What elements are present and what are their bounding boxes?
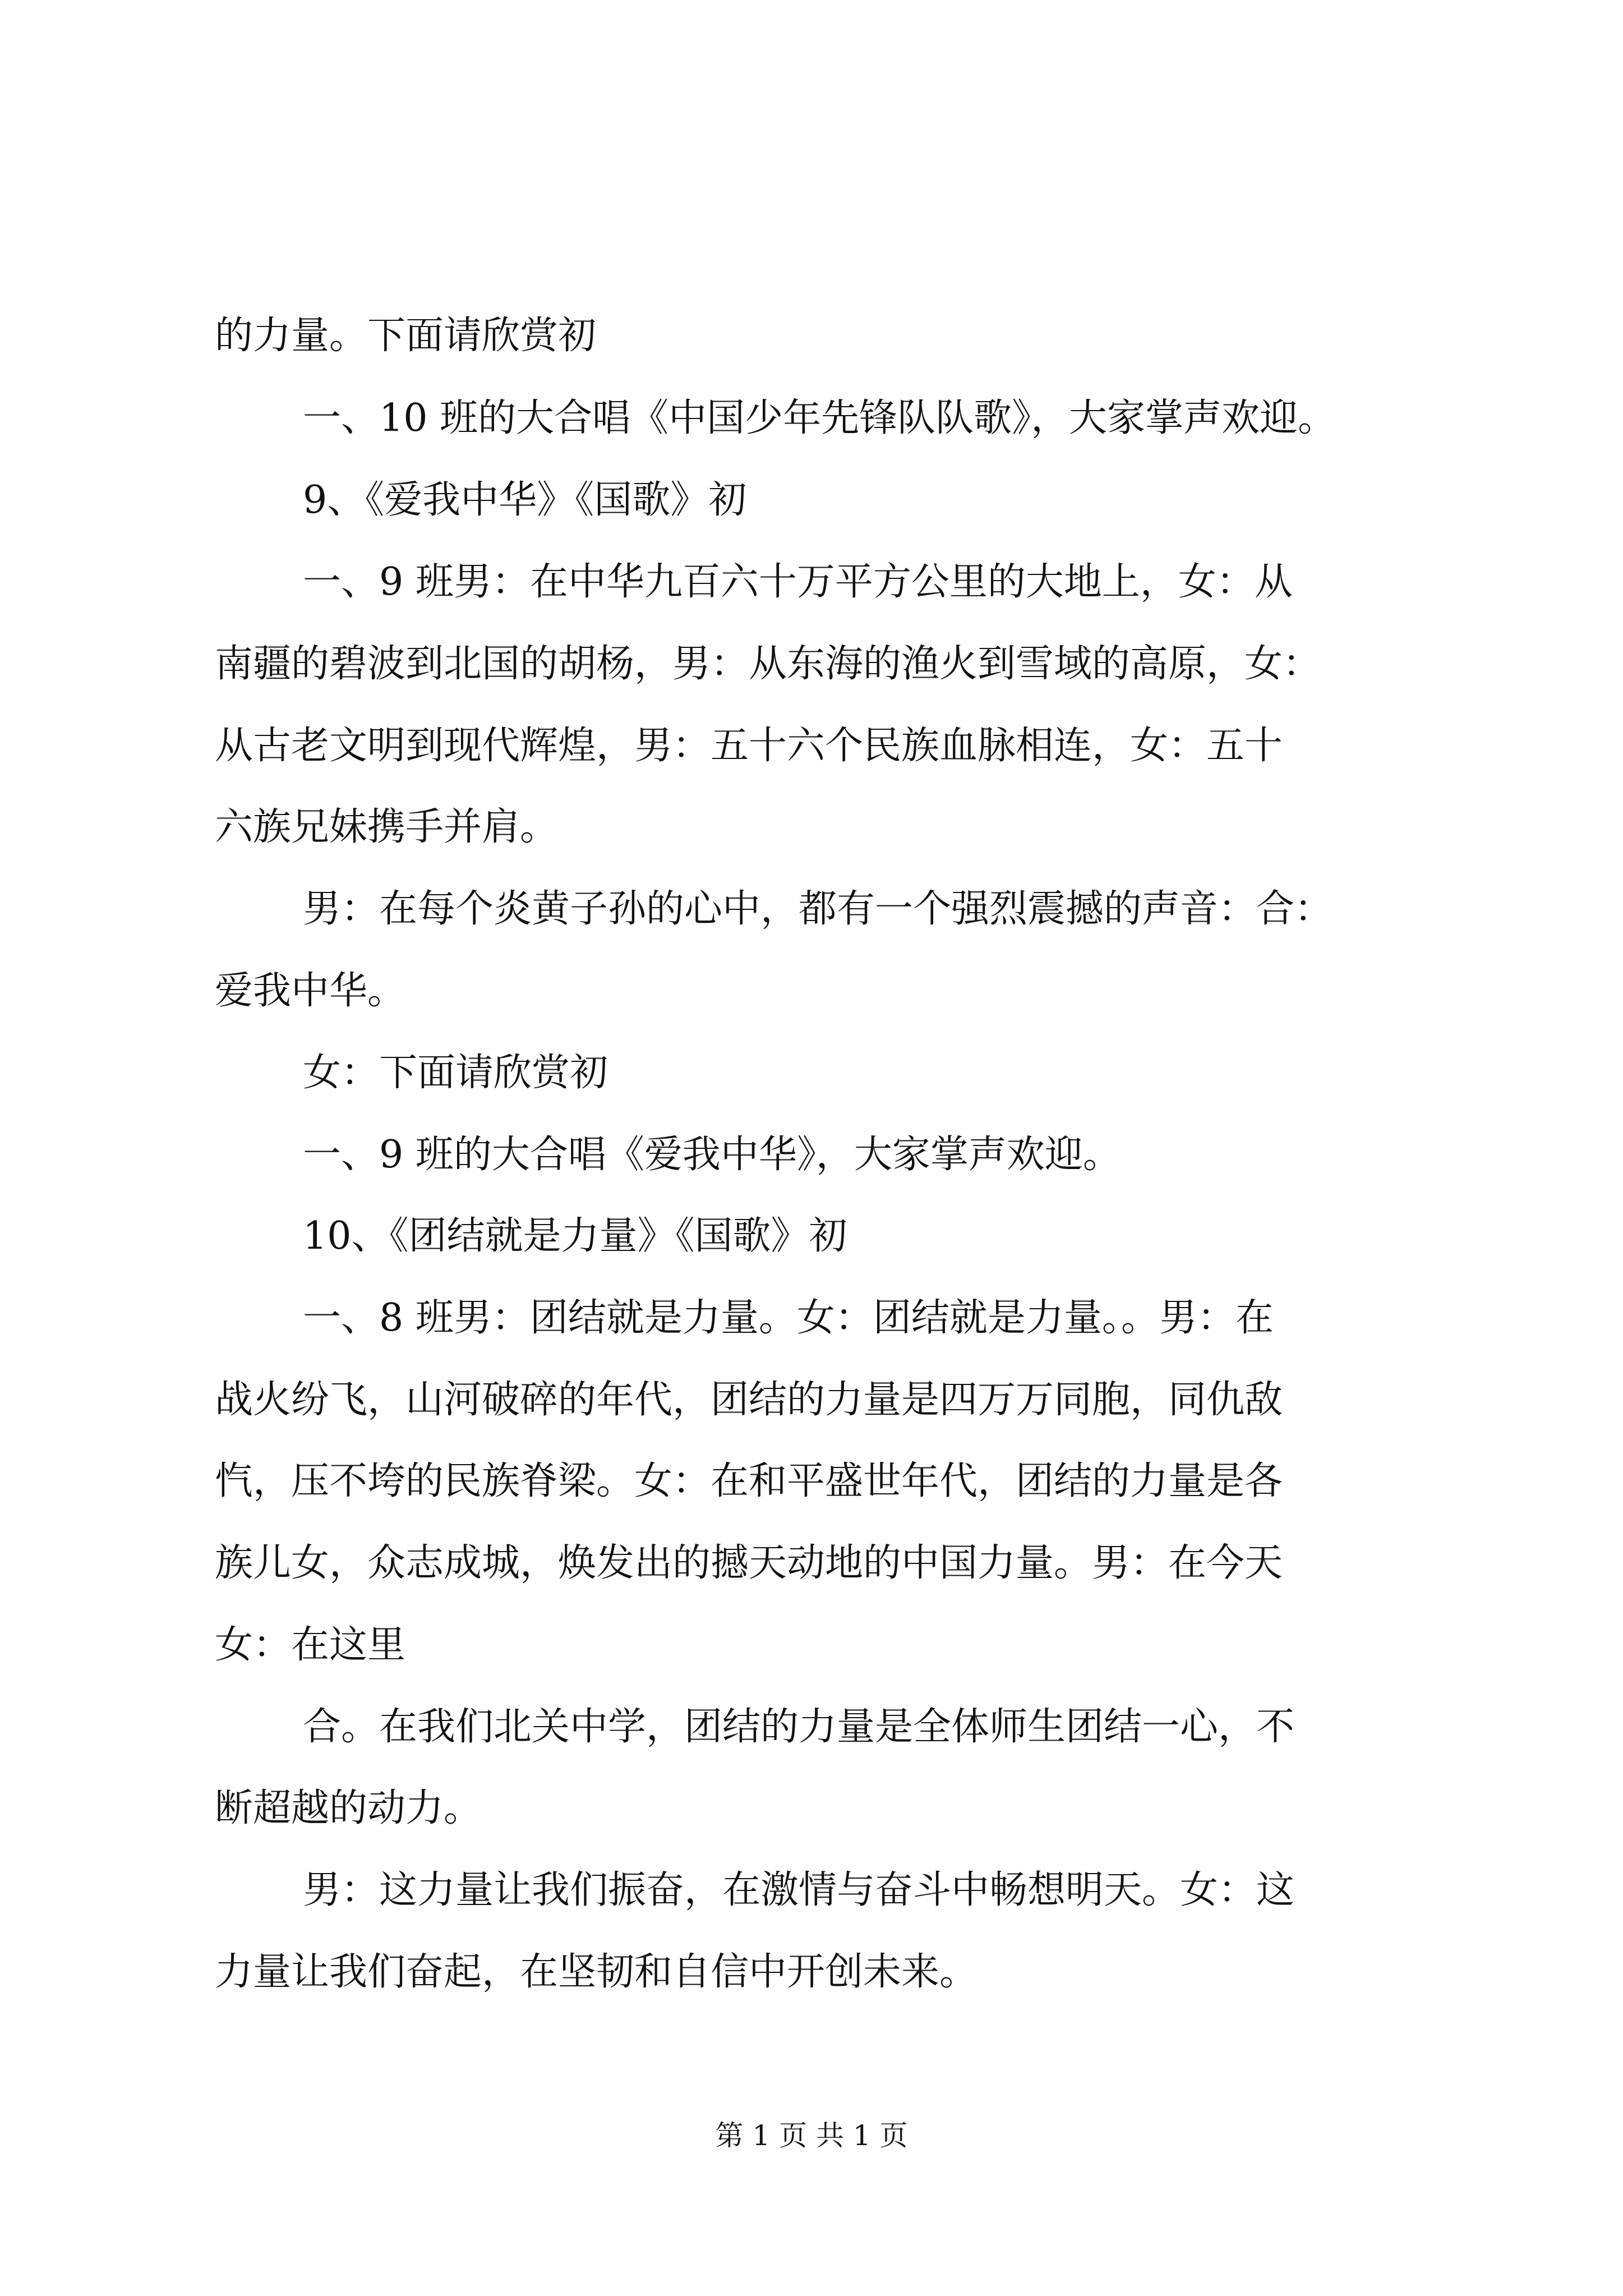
text-line: 忾，压不垮的民族脊梁。女：在和平盛世年代，团结的力量是各 bbox=[215, 1459, 1283, 1503]
text-line: 从古老文明到现代辉煌，男：五十六个民族血脉相连，女：五十 bbox=[215, 724, 1283, 768]
text-line: 一、9 班男：在中华九百六十万平方公里的大地上，女：从 bbox=[303, 560, 1293, 604]
text-line: 10、《团结就是力量》《国歌》初 bbox=[303, 1214, 847, 1258]
text-line: 的力量。下面请欣赏初 bbox=[215, 314, 597, 358]
text-line: 9、《爱我中华》《国歌》初 bbox=[303, 478, 747, 522]
text-line: 一、9 班的大合唱《爱我中华》，大家掌声欢迎。 bbox=[303, 1133, 1121, 1177]
text-line: 一、10 班的大合唱《中国少年先锋队队歌》，大家掌声欢迎。 bbox=[303, 396, 1336, 440]
text-line: 断超越的动力。 bbox=[215, 1786, 482, 1830]
text-line: 一、8 班男：团结就是力量。女：团结就是力量。。男：在 bbox=[303, 1296, 1274, 1340]
text-line: 战火纷飞，山河破碎的年代，团结的力量是四万万同胞，同仇敌 bbox=[215, 1378, 1283, 1422]
text-line: 六族兄妹携手并肩。 bbox=[215, 805, 559, 849]
text-line: 族儿女，众志成城，焕发出的撼天动地的中国力量。男：在今天 bbox=[215, 1541, 1283, 1585]
text-line: 女：下面请欣赏初 bbox=[303, 1051, 608, 1095]
text-line: 男：这力量让我们振奋，在激情与奋斗中畅想明天。女：这 bbox=[303, 1868, 1295, 1912]
text-line: 女：在这里 bbox=[215, 1623, 406, 1667]
text-line: 男：在每个炎黄子孙的心中，都有一个强烈震撼的声音：合： bbox=[303, 887, 1333, 931]
page-number-footer: 第 1 页 共 1 页 bbox=[715, 2119, 908, 2152]
text-line: 力量让我们奋起，在坚韧和自信中开创未来。 bbox=[215, 1950, 978, 1994]
text-line: 南疆的碧波到北国的胡杨，男：从东海的渔火到雪域的高原，女： bbox=[215, 642, 1321, 686]
text-line: 爱我中华。 bbox=[215, 969, 406, 1013]
text-line: 合。在我们北关中学，团结的力量是全体师生团结一心，不 bbox=[303, 1705, 1295, 1749]
